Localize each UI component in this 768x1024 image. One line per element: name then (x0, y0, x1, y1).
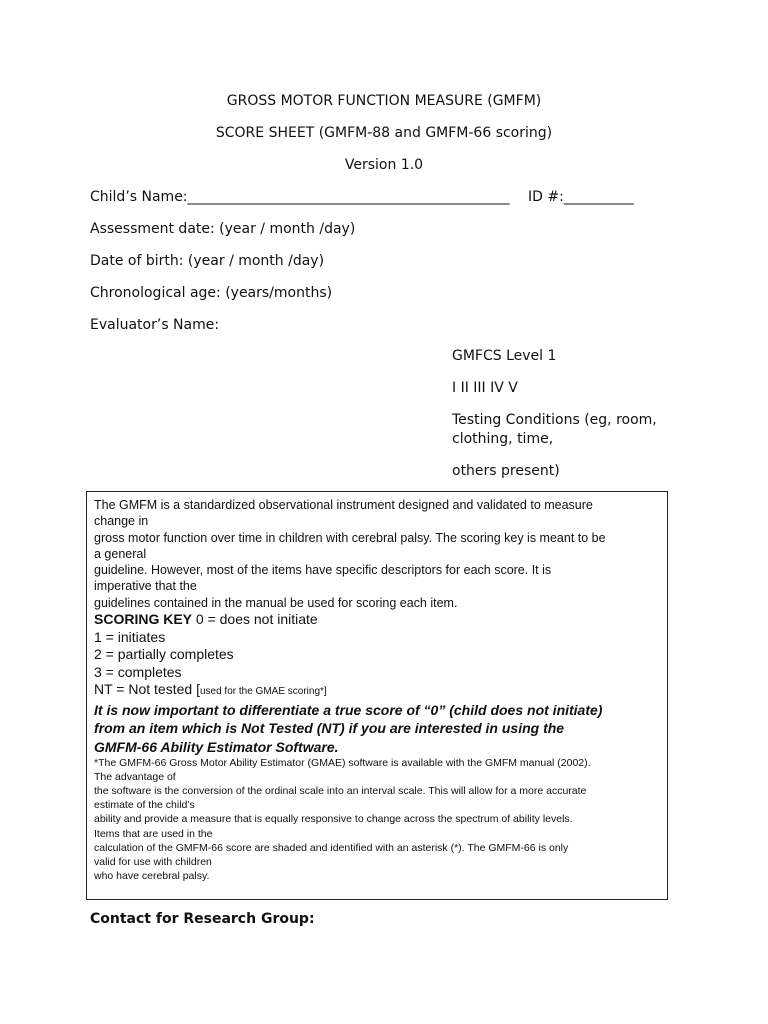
footnote-line: calculation of the GMFM-66 score are shaded and identified with an asterisk (*). The GMFM-66 is only (94, 841, 569, 854)
footnote-line: *The GMFM-66 Gross Motor Ability Estimator (GMAE) software is available with the GMFM manual (2002). (94, 757, 591, 770)
intro-line: gross motor function over time in children with cerebral palsy. The scoring key is meant to be (94, 530, 606, 545)
scoring-key-nt: NT = Not tested [ (94, 681, 200, 698)
page-title: GROSS MOTOR FUNCTION MEASURE (GMFM) (226, 93, 542, 109)
emphasis-paragraph (94, 701, 660, 757)
scoring-key-1: 1 = initiates (94, 628, 166, 645)
contact-heading: Contact for Research Group: (90, 911, 315, 927)
intro-line: a general (94, 546, 147, 561)
gmfcs-level: GMFCS Level 1 (452, 348, 557, 364)
id-field: ID #:__________ (528, 189, 634, 205)
testing-conditions: Testing Conditions (eg, room, clothing, time, (452, 412, 657, 447)
emphasis-line: It is now important to differentiate a true score of “0” (child does not initiate) (94, 701, 603, 718)
date-of-birth-field: Date of birth: (year / month /day) (90, 253, 325, 269)
intro-line: change in (94, 514, 149, 529)
footnote-line: the software is the conversion of the ordinal scale into an interval scale. This will allow for a more accurate (94, 785, 587, 798)
intro-line: imperative that the (94, 579, 197, 594)
footnote-paragraph (94, 756, 660, 883)
scoring-info-box (86, 491, 668, 900)
scoring-key-nt-row (94, 681, 660, 701)
intro-line: guideline. However, most of the items have specific descriptors for each score. It is (94, 563, 552, 578)
intro-line: guidelines contained in the manual be used for scoring each item. (94, 595, 458, 610)
scoring-key-3: 3 = completes (94, 663, 182, 680)
emphasis-line: from an item which is Not Tested (NT) if you are interested in using the (94, 720, 565, 737)
child-name-field: Child’s Name:______________________________________________ (90, 189, 510, 205)
intro-line: The GMFM is a standardized observational instrument designed and validated to measure (94, 498, 593, 512)
evaluator-name-field: Evaluator’s Name: (90, 317, 220, 333)
scoring-key-row-0 (94, 611, 660, 629)
scoring-key-2: 2 = partially completes (94, 646, 234, 663)
assessment-date-field: Assessment date: (year / month /day) (90, 221, 356, 237)
footnote-line: who have cerebral palsy. (94, 869, 210, 882)
gmfcs-levels-options: I II III IV V (452, 380, 518, 396)
scoring-key-nt-note: used for the GMAE scoring*] (199, 686, 327, 698)
emphasis-line: GMFM-66 Ability Estimator Software. (94, 738, 339, 755)
footnote-line: Items that are used in the (94, 827, 213, 840)
footnote-line: The advantage of (94, 771, 176, 784)
footnote-line: valid for use with children (94, 855, 212, 868)
scoring-key-0: 0 = does not initiate (192, 611, 318, 628)
intro-paragraph (94, 497, 660, 611)
scoring-key-label: SCORING KEY (94, 611, 193, 628)
version-label: Version 1.0 (344, 157, 424, 173)
footnote-line: ability and provide a measure that is equally responsive to change across the spectrum of ability levels. (94, 813, 573, 826)
chronological-age-field: Chronological age: (years/months) (90, 285, 333, 301)
page-subtitle: SCORE SHEET (GMFM-88 and GMFM-66 scoring) (215, 125, 553, 141)
scoring-key (94, 611, 660, 701)
others-present: others present) (452, 463, 560, 479)
footnote-line: estimate of the child’s (94, 799, 195, 812)
